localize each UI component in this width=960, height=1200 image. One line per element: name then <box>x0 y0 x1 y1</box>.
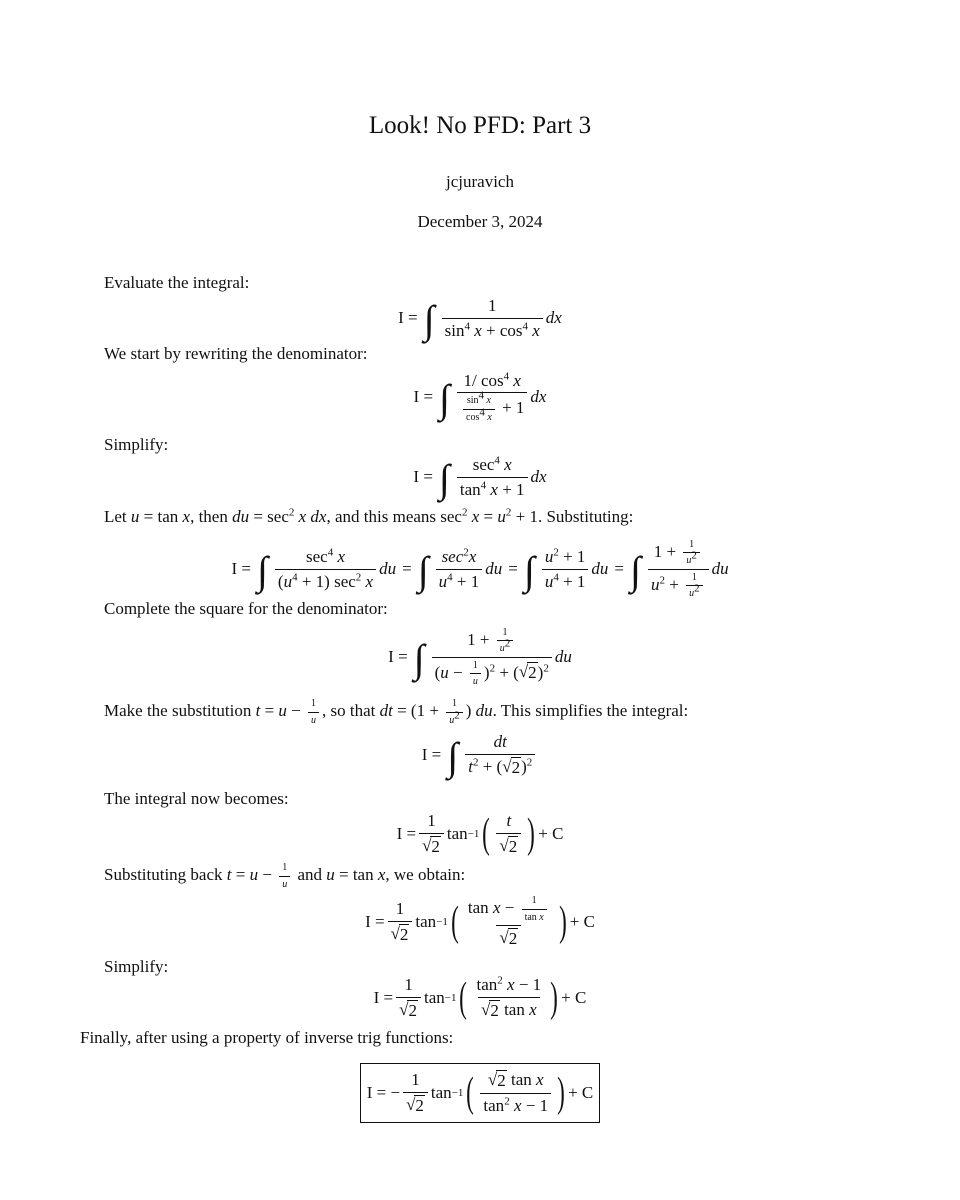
paragraph-let-u: Let u = tan x, then du = $\sec^2 x$ dx, and this means $\sec^2 x = u^2 + 1$. Substituting: <box>104 506 634 526</box>
paragraph-finally: Finally, after using a property of inverse trig functions: <box>80 1028 454 1047</box>
paragraph-substituting-back: Substituting back t = u − $\frac{1}{u}$ and u = tan x, we obtain: <box>104 862 466 890</box>
paragraph-simplify-1: Simplify: <box>104 435 169 454</box>
paragraph-simplify-2: Simplify: <box>104 957 169 976</box>
equation-6: I = ∫ dt $t^2$ + (√ 2 )$^2$ <box>0 728 960 782</box>
page-title: Look! No PFD: Part 3 <box>368 112 592 139</box>
equation-2: I = ∫ 1/ $\cos^4 x$ $\frac{\sin^4 x}{\cos^4 x}$ + 1 dx <box>413 370 547 423</box>
equation-10-final <box>0 1058 960 1128</box>
equation-9: I = 1 √ 2 tan −1 ( $\tan^2 x - 1$ √ 2 tan x ) + C <box>373 974 587 1021</box>
paragraph-now-becomes: The integral now becomes: <box>104 789 289 808</box>
final-answer-box: I = − 1 √ 2 tan −1 ( √ 2 tan x $\tan^2 x - 1$ ) + C <box>360 1063 601 1122</box>
date: December 3, 2024 <box>417 212 543 231</box>
equation-3: I = ∫ $\frac{\sec^4 x}{\tan^4 x + 1}$ dx <box>413 454 547 501</box>
equation-1: I = ∫ $\frac{1}{\sin^4 x + \cos^4 x}$ dx <box>398 295 562 342</box>
author: jcjuravich <box>446 172 514 191</box>
equation-7: I = 1 √ 2 tan −1 ( t √ 2 ) + C <box>396 811 564 857</box>
equation-4: I = ∫ $\frac{\sec^4 x}{(u^4 + 1) \sec^2 x}$ du = ∫ $\frac{\sec^2x}{u^4 + 1}$ du = ∫ $\frac{u^2 + 1}{u^4 + 1}$ du = ∫ 1 + $\frac{1}{u^2}$ $u^2$ + $\frac{1}{u^2}$ du <box>231 538 729 599</box>
paragraph-substitution-t: Make the substitution t = u − $\frac{1}{u}$ , so that dt = (1 + $\frac{1}{u^2}$ ) du. This simplifies the integral: <box>104 698 689 726</box>
equation-5: I = ∫ 1 + $\frac{1}{u^2}$ (u − $\frac{1}{u}$ )$^2$ + (√ 2 )$^2$ du <box>388 626 572 687</box>
paragraph-rewrite: We start by rewriting the denominator: <box>104 344 368 363</box>
equation-8: I = 1 √ 2 tan −1 ( tan x − $\frac{1}{\text{tan x}}$ √ 2 ) + C <box>365 895 595 949</box>
paragraph-complete-square: Complete the square for the denominator: <box>104 599 388 618</box>
paragraph-evaluate: Evaluate the integral: <box>104 273 250 292</box>
